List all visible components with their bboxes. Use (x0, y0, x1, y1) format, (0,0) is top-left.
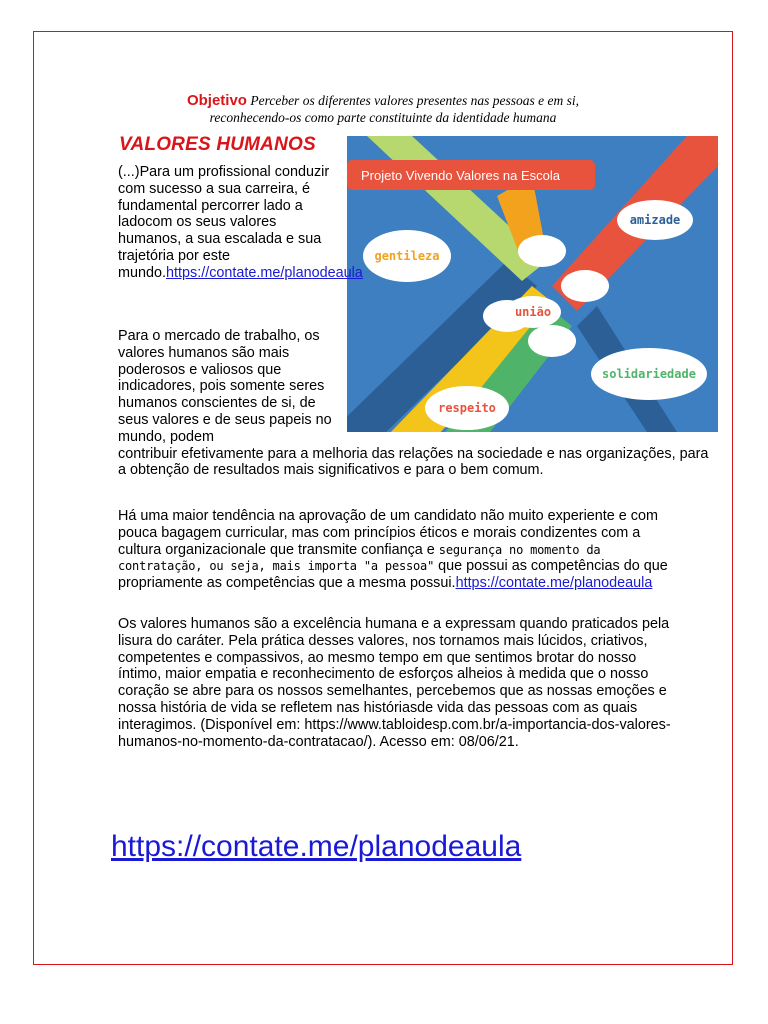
bubble-amizade-text: amizade (629, 213, 681, 227)
objective-label: Objetivo (186, 92, 247, 109)
paragraph-4: Os valores humanos são a excelência humana e a expressam quando praticados pela lisura do caráter. Pela prática desses valores, nos tornamos mais lúcidos, criativos, competentes e compassivos, ao mesmo tempo em que sentimos brotar do nosso íntimo, maior empatia e reconhecimento de esforços alheios à medida que o nosso coração se abre para os nossos semelhantes, percebemos que as nossas emoções e nossa história de vida se refletem nas históriasde vida das pessoas com as quais interagimos. (Disponível em: https://www.tabloidesp.com.br/a-importancia-dos-valores-humanos-no-momento-da-contratacao/). Acesso em: 08/06/21. (118, 616, 671, 750)
paragraph-3-text-b: que possui as competências do que propriamente as competências que a mesma possui. (118, 558, 668, 592)
paragraph-3-link[interactable]: https://contate.me/planodeaula (455, 575, 653, 592)
footer-link[interactable]: https://contate.me/planodeaula (111, 830, 522, 863)
paragraph-3-mono-text: segurança no momento da contratação, ou seja, mais importa "a pessoa" (118, 542, 601, 574)
paragraph-2-rest-text: contribuir efetivamente para a melhoria das relações na sociedade e nas organizações, para a obtenção de resultados mais significativos e para o bem comum. (118, 445, 709, 479)
paragraph-2-column-text: Para o mercado de trabalho, os valores humanos são mais poderosos e valiosos que indicadores, pois somente seres humanos conscientes de si, de seus valores e de seus papeis no mundo, podem (118, 328, 332, 445)
page-title: VALORES HUMANOS (119, 134, 316, 155)
bubble-gentileza-text: gentileza (374, 249, 440, 263)
paragraph-1 (118, 164, 363, 282)
objective-line2: reconhecendo-os como parte constituinte da identidade humana (209, 110, 557, 125)
objective-line1: Perceber os diferentes valores presentes nas pessoas e em si, (246, 93, 580, 108)
bubble-respeito-text: respeito (438, 401, 496, 415)
paragraph-1-link[interactable]: https://contate.me/planodeaula (166, 264, 363, 281)
objective (100, 92, 666, 126)
hand-right (561, 270, 609, 302)
banner-text: Projeto Vivendo Valores na Escola (361, 168, 560, 183)
paragraph-3-text-a: Há uma maior tendência na aprovação de um candidato não muito experiente e com pouca bagagem curricular, mas com princípios éticos e morais condizentes com a cultura organizacionale que transmite confiança e (118, 508, 658, 558)
hand-top (518, 235, 566, 267)
paragraph-1-text: (...)Para um profissional conduzir com sucesso a sua carreira, é fundamental percorrer lado a ladocom os seus valores humanos, a sua escalada e sua trajetória por este mundo. (118, 164, 330, 281)
bubble-solidariedade-text: solidariedade (602, 367, 696, 381)
paragraph-3 (118, 508, 678, 592)
paragraph-2 (118, 328, 718, 479)
bubble-uniao-text: união (514, 305, 552, 319)
